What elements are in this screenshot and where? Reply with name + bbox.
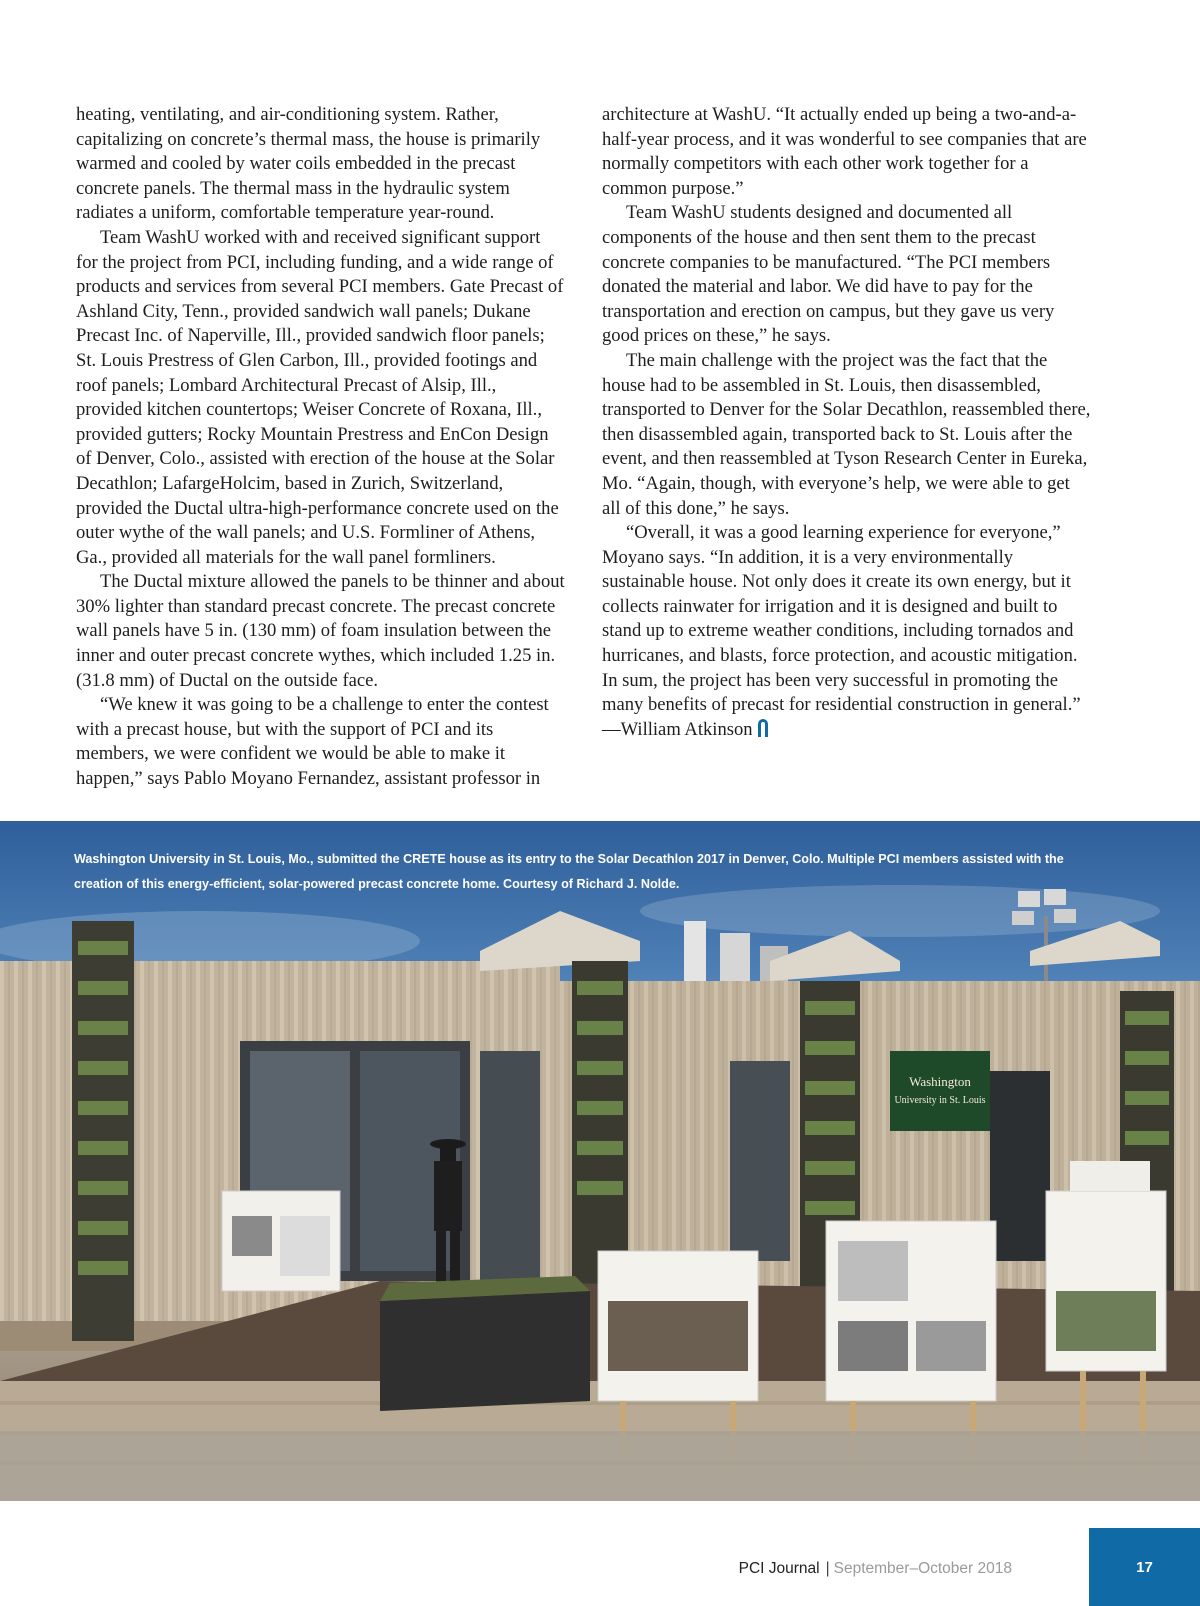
svg-text:Washington: Washington — [909, 1074, 971, 1089]
footer-separator: | — [825, 1560, 830, 1577]
paragraph: architecture at WashU. “It actually ended up being a two-and-a-half-year process, and it was wonderful to see companies that are normally competitors with each other work together for a common purpose.” — [602, 104, 1087, 199]
page-number: 17 — [1089, 1528, 1200, 1606]
paragraph: Team WashU worked with and received significant support for the project from PCI, including funding, and a wide range of products and services from several PCI members. Gate Precast of Ashland City, Tenn., provided sandwich wall panels; Dukane Precast Inc. of Naperville, Ill., provided sandwich floor panels; St. Louis Prestress of Glen Carbon, Ill., provided footings and roof panels; Lombard Architectural Precast of Alsip, Ill., provided kitchen countertops; Weiser Concrete of Roxana, Ill., provided gutters; Rocky Mountain Prestress and EnCon Design of Denver, Colo., assisted with erection of the house at the Solar Decathlon; LafargeHolcim, based in Zurich, Switzerland, provided the Ductal ultra-high-performance concrete used on the outer wythe of the wall panels; and U.S. Formliner of Athens, Ga., provided all materials for the wall panel formliners. — [76, 226, 564, 568]
paragraph: The Ductal mixture allowed the panels to be thinner and about 30% lighter than standard precast concrete. The precast concrete wall panels have 5 in. (130 mm) of foam insulation between the inner and outer precast concrete wythes, which included 1.25 in. (31.8 mm) of Ductal on the outside face. — [76, 571, 565, 691]
article-left-column — [76, 103, 566, 792]
paragraph: The main challenge with the project was the fact that the house had to be assembled in St. Louis, then disassembled, transported to Denver for the Solar Decathlon, reassembled there, then disassembled again, transported back to St. Louis after the event, and then reassembled at Tyson Research Center in Eureka, Mo. “Again, though, with everyone’s help, we were able to get all of this done,” he says. — [602, 349, 1091, 519]
running-footer — [739, 1560, 1012, 1578]
photo-caption: Washington University in St. Louis, Mo., submitted the CRETE house as its entry to the Solar Decathlon 2017 in Denver, Colo. Multiple PCI members assisted with the creation of this energy-efficient, solar-powered precast concrete home. Courtesy of Richard J. Nolde. — [74, 852, 1064, 891]
author-name: —William Atkinson — [602, 718, 753, 740]
journal-name: PCI Journal — [738, 1560, 820, 1577]
paragraph: heating, ventilating, and air-conditioning system. Rather, capitalizing on concrete’s thermal mass, the house is primarily warmed and cooled by water coils embedded in the precast concrete panels. The thermal mass in the hydraulic system radiates a uniform, comfortable temperature year-round. — [76, 104, 541, 224]
university-sign — [890, 1051, 990, 1131]
paragraph: Team WashU students designed and documented all components of the house and then sent them to the precast concrete companies to be manufactured. “The PCI members donated the material and labor. We did have to pay for the transportation and erection on campus, but they gave us very good prices on these,” he says. — [602, 202, 1055, 347]
article-right-column — [602, 103, 1092, 742]
house-photo — [0, 821, 1200, 1501]
house-illustration — [0, 821, 1200, 1501]
end-mark-icon — [758, 719, 768, 737]
issue-date: September–October 2018 — [833, 1560, 1012, 1577]
svg-text:University in St. Louis: University in St. Louis — [894, 1095, 986, 1106]
paragraph: “Overall, it was a good learning experience for everyone,” Moyano says. “In addition, it is a very environmentally sustainable house. Not only does it create its own energy, but it collects rainwater for irrigation and it is designed and built to stand up to extreme weather conditions, including tornados and hurricanes, and blasts, force protection, and acoustic mitigation. In sum, the project has been very successful in promoting the many benefits of precast for residential construction in general.” — [602, 522, 1081, 716]
author-signature — [602, 718, 1092, 743]
paragraph: “We knew it was going to be a challenge to enter the contest with a precast house, but with the support of PCI and its members, we were confident we would be able to make it happen,” says Pablo Moyano Fernandez, assistant professor in — [76, 694, 549, 790]
